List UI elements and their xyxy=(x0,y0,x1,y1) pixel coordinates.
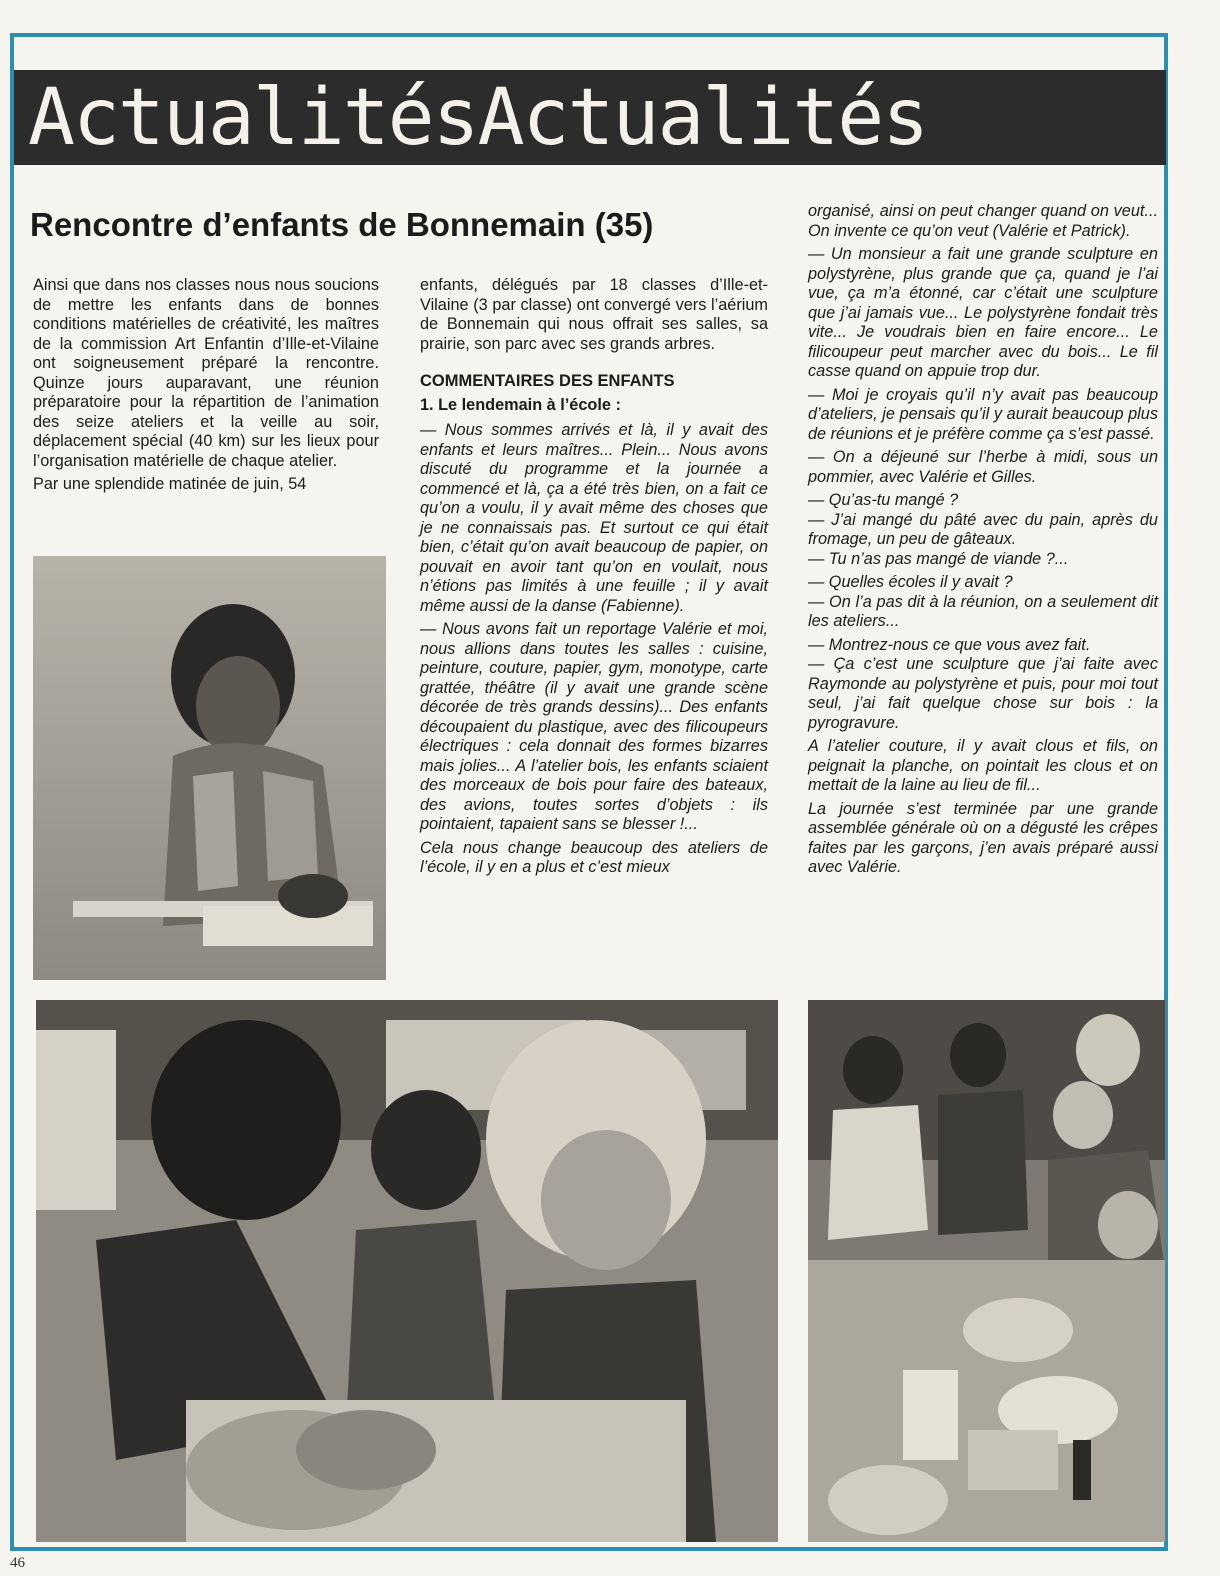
col3-paragraph: — Qu’as-tu mangé ? xyxy=(808,491,959,509)
col1-paragraph: Par une splendide matinée de juin, 54 xyxy=(33,475,307,493)
col3-paragraph: — Un monsieur a fait une grande sculpture en polystyrène, plus grande que ça, quand je l’ai vue, ça m’a étonné, car c’était une sculpture que j’ai jamais vue... Le polystyrène fondait très vite... Je voudrais bien en faire encore... Le filicoupeur peut marcher avec du bois... Le fil casse quand on appuie trop dur. xyxy=(808,245,1158,380)
section-banner xyxy=(14,70,1166,165)
photo-boy-woodwork xyxy=(33,556,386,980)
article-title: Rencontre d’enfants de Bonnemain (35) xyxy=(30,206,654,243)
subheading: 1. Le lendemain à l’école : xyxy=(420,395,621,414)
col2-paragraph: Cela nous change beaucoup des ateliers de l’école, il y en a plus et c’est mieux xyxy=(420,838,768,876)
col3-paragraph: La journée s’est terminée par une grande assemblée générale où on a dégusté les crêpes faites par les garçons, j’en avais préparé aussi avec Valérie. xyxy=(808,799,1158,876)
photo-kitchen-workshop xyxy=(808,1000,1165,1542)
col3-paragraph: — Montrez-nous ce que vous avez fait. xyxy=(808,635,1091,654)
col3-paragraph: — Tu n’as pas mangé de viande ?... xyxy=(808,549,1069,568)
col3-paragraph: — Moi je croyais qu’il n’y avait pas beaucoup d’ateliers, je pensais qu’il y aurait beaucoup plus de réunions et je préfère comme ça s’est passé. xyxy=(808,385,1158,443)
col1-paragraph: Ainsi que dans nos classes nous nous soucions de mettre les enfants dans de bonnes conditions matérielles de créativité, les maîtres de la commission Art Enfantin d’Ille-et-Vilaine ont soigneusement préparé la rencontre. Quinze jours auparavant, une réunion préparatoire pour la répartition de l’animation des seize ateliers et la veille au soir, déplacement spécial (40 km) sur les lieux pour l’organisation matérielle de chaque atelier. xyxy=(33,276,379,470)
page-number: 46 xyxy=(10,1555,25,1571)
photo-girls-image xyxy=(36,1000,778,1542)
col2-paragraph: — Nous avons fait un reportage Valérie et moi, nous allions dans toutes les salles : cuisine, peinture, couture, papier, gym, monotype, carte grattée, théâtre (il y avait une grande scène décorée de très grands dessins)... Des enfants découpaient du plastique, avec des filicoupeurs électriques : cela donnait des formes bizarres mais jolies... A l’atelier bois, les enfants sciaient des morceaux de bois pour faire des bateaux, des avions, toutes sortes d’objets : ils pointaient, tapaient sans se blesser !... xyxy=(420,620,768,833)
article-column-1 xyxy=(33,276,379,499)
col3-paragraph: — Quelles écoles il y avait ? xyxy=(808,573,1013,591)
col3-paragraph: — Ça c’est une sculpture que j’ai faite avec Raymonde au polystyrène et puis, pour moi tout seul, j’ai fait quelque chose sur bois : la pyrogravure. xyxy=(808,655,1158,732)
col2-paragraph: — Nous sommes arrivés et là, il y avait des enfants et leurs maîtres... Plein... Nous avons discuté du programme et la journée a commencé et là, ça a été très bien, on a fait ce qu’on a voulu, il y avait même des choses que je ne connaissais pas. Et surtout ce qui était bien, c’était qu’on avait beaucoup de papier, on pouvait en avoir tant qu’on en voulait, nous n’étions pas limités à une feuille ; il y avait même aussi de la danse (Fabienne). xyxy=(420,421,768,615)
col2-intro: enfants, délégués par 18 classes d’Ille-et-Vilaine (3 par classe) ont convergé vers l’aérium de Bonnemain qui nous offrait ses salles, sa prairie, son parc avec ses grands arbres. xyxy=(420,276,768,353)
col3-paragraph: organisé, ainsi on peut changer quand on veut... On invente ce qu’on veut (Valérie et Patrick). xyxy=(808,202,1158,240)
section-heading: COMMENTAIRES DES ENFANTS xyxy=(420,372,675,390)
col3-paragraph: — On l’a pas dit à la réunion, on a seulement dit les ateliers... xyxy=(808,592,1158,630)
photo-girls-sewing xyxy=(36,1000,778,1542)
col3-paragraph: A l’atelier couture, il y avait clous et fils, on peignait la planche, on pointait les clous et on mettait de la laine au lieu de fil... xyxy=(808,737,1158,794)
banner-text: ActualitésActualités xyxy=(28,73,928,163)
col3-paragraph: — J’ai mangé du pâté avec du pain, après du fromage, un peu de gâteaux. xyxy=(808,510,1158,548)
col3-paragraph: — On a déjeuné sur l’herbe à midi, sous un pommier, avec Valérie et Gilles. xyxy=(808,448,1158,486)
photo-kitchen-image xyxy=(808,1000,1165,1542)
photo-boy-image xyxy=(33,556,386,980)
article-column-2 xyxy=(420,276,768,882)
article-column-3 xyxy=(808,202,1158,882)
